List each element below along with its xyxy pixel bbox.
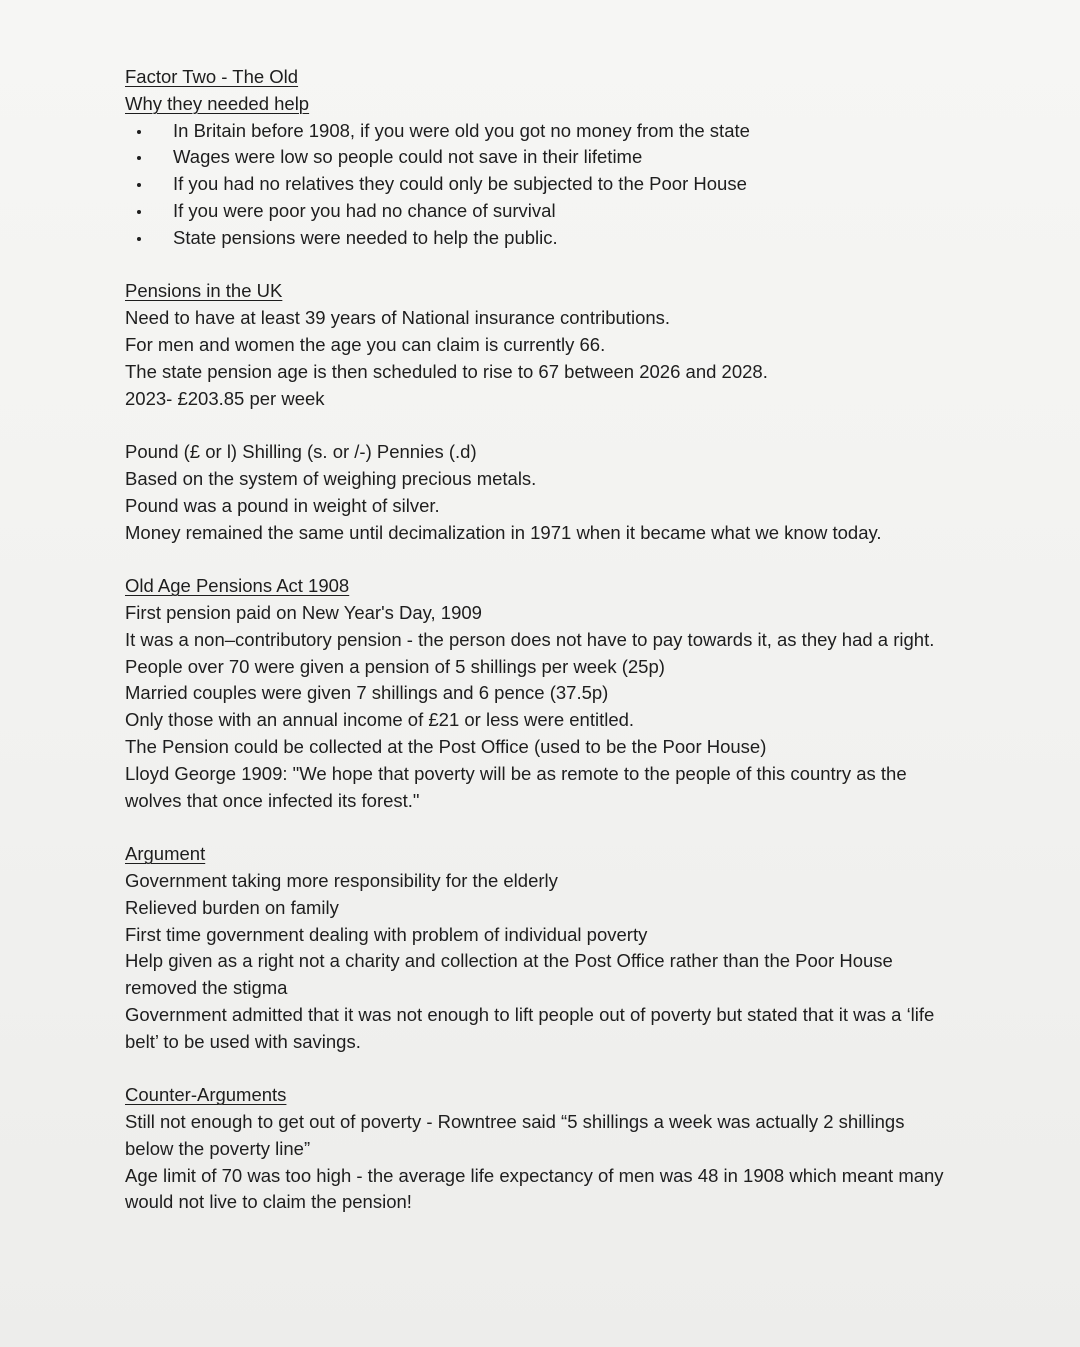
bullet-dot-icon xyxy=(137,130,141,134)
bullet-text: State pensions were needed to help the public. xyxy=(173,226,558,248)
text-line: Based on the system of weighing precious metals. xyxy=(125,467,537,489)
bullet-item xyxy=(125,225,965,252)
section-currency xyxy=(125,439,965,546)
section-act-1908 xyxy=(125,573,965,814)
bullet-dot-icon xyxy=(137,156,141,160)
section-title: Counter-Arguments xyxy=(125,1084,287,1106)
section-title: Argument xyxy=(125,843,206,865)
bullet-dot-icon xyxy=(137,210,141,214)
bullet-text: If you had no relatives they could only be subjected to the Poor House xyxy=(173,173,747,195)
section-title: Old Age Pensions Act 1908 xyxy=(125,575,350,597)
text-line: People over 70 were given a pension of 5 shillings per week (25p) xyxy=(125,655,665,677)
section-factor-two xyxy=(125,64,965,252)
bullet-text: If you were poor you had no chance of survival xyxy=(173,199,556,221)
bullet-list xyxy=(125,118,965,252)
text-line: First time government dealing with problem of individual poverty xyxy=(125,923,648,945)
bullet-item xyxy=(125,118,965,145)
text-line: Government taking more responsibility for the elderly xyxy=(125,869,558,891)
text-line: Age limit of 70 was too high - the average life expectancy of men was 48 in 1908 which meant many would not live to claim the pension! xyxy=(125,1164,944,1213)
quote-line: Lloyd George 1909: "We hope that poverty will be as remote to the people of this country as the wolves that once infected its forest." xyxy=(125,762,907,811)
text-line: Pound (£ or l) Shilling (s. or /-) Pennies (.d) xyxy=(125,441,477,463)
text-line: Money remained the same until decimalization in 1971 when it became what we know today. xyxy=(125,521,882,543)
section-pensions-uk xyxy=(125,278,965,412)
section-counter-arguments xyxy=(125,1082,965,1216)
text-line: Need to have at least 39 years of National insurance contributions. xyxy=(125,307,671,329)
text-line: Relieved burden on family xyxy=(125,896,339,918)
section-argument xyxy=(125,841,965,1055)
text-line: For men and women the age you can claim is currently 66. xyxy=(125,333,606,355)
bullet-item xyxy=(125,144,965,171)
bullet-item xyxy=(125,171,965,198)
section-title: Pensions in the UK xyxy=(125,280,283,302)
text-line: Help given as a right not a charity and collection at the Post Office rather than the Poor House removed the stigma xyxy=(125,950,893,999)
section-subtitle: Why they needed help xyxy=(125,92,310,114)
text-line: Still not enough to get out of poverty - Rowntree said “5 shillings a week was actually 2 shillings below the poverty line” xyxy=(125,1111,905,1159)
bullet-text: Wages were low so people could not save in their lifetime xyxy=(173,146,643,168)
section-title: Factor Two - The Old xyxy=(125,66,299,87)
text-line: Only those with an annual income of £21 or less were entitled. xyxy=(125,709,635,731)
text-line: Pound was a pound in weight of silver. xyxy=(125,494,440,516)
text-line: Government admitted that it was not enough to lift people out of poverty but stated that it was a ‘life belt’ to be used with savings. xyxy=(125,1003,935,1052)
bullet-item xyxy=(125,198,965,225)
text-line: 2023- £203.85 per week xyxy=(125,387,325,409)
bullet-dot-icon xyxy=(137,183,141,187)
text-line: First pension paid on New Year's Day, 1909 xyxy=(125,601,482,623)
text-line: Married couples were given 7 shillings and 6 pence (37.5p) xyxy=(125,682,609,704)
text-line: The state pension age is then scheduled to rise to 67 between 2026 and 2028. xyxy=(125,360,768,382)
bullet-dot-icon xyxy=(137,237,141,241)
text-line: The Pension could be collected at the Post Office (used to be the Poor House) xyxy=(125,735,767,757)
text-line: It was a non–contributory pension - the person does not have to pay towards it, as they had a right. xyxy=(125,628,935,650)
notes-content xyxy=(125,64,965,1216)
bullet-text: In Britain before 1908, if you were old you got no money from the state xyxy=(173,119,750,141)
